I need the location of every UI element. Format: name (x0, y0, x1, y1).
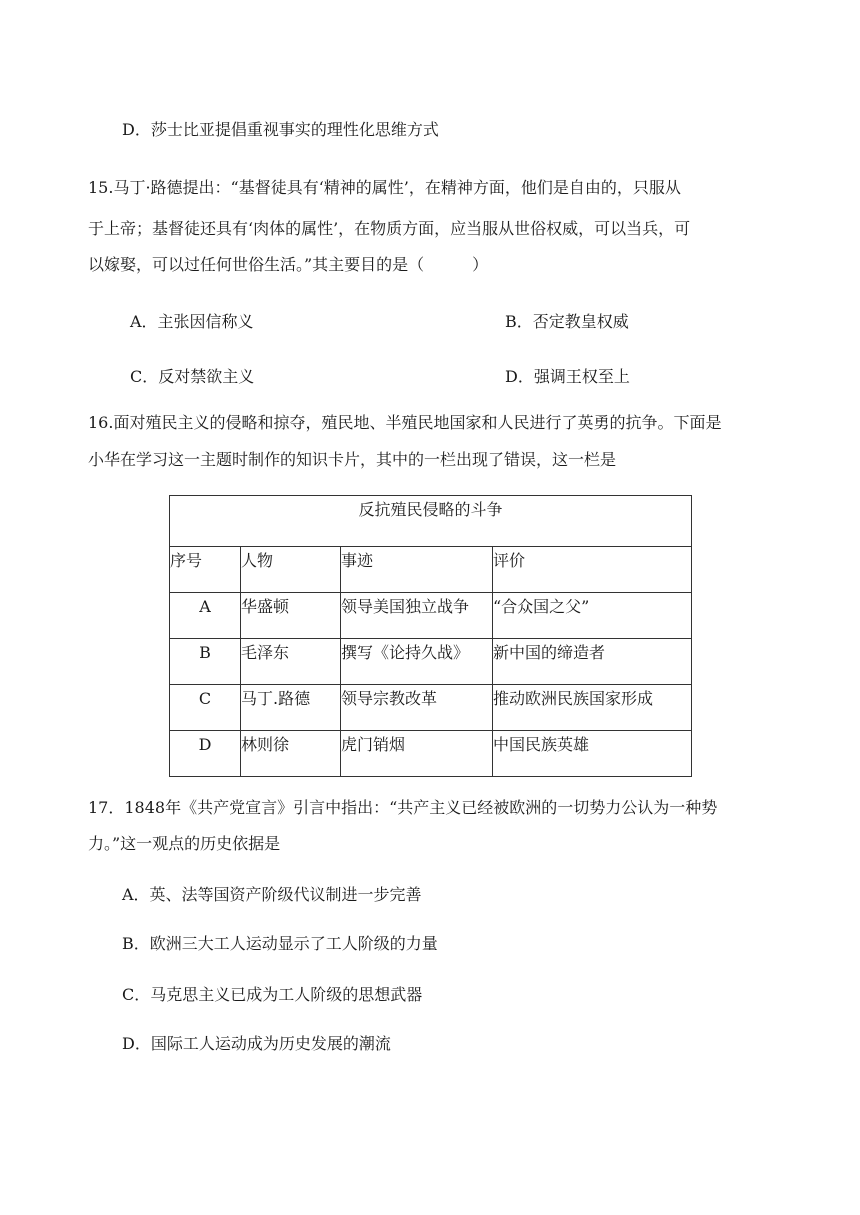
row-index: A (170, 593, 241, 639)
header-deed: 事迹 (341, 547, 493, 593)
row-index: B (170, 639, 241, 685)
row-evaluation: 新中国的缔造者 (493, 639, 692, 685)
row-deed: 撰写《论持久战》 (341, 639, 493, 685)
q17-stem-line-2: 力。”这一观点的历史依据是 (88, 834, 281, 853)
row-evaluation: 中国民族英雄 (493, 731, 692, 777)
table-row[interactable] (170, 639, 692, 685)
row-deed: 领导宗教改革 (341, 685, 493, 731)
q15-stem-line-1: 15.马丁·路德提出：“基督徒具有‘精神的属性’，在精神方面，他们是自由的，只服从 (88, 178, 681, 197)
q14-option-d[interactable]: D．莎士比亚提倡重视事实的理性化思维方式 (122, 120, 439, 139)
knowledge-card-table (169, 495, 692, 777)
row-index: C (170, 685, 241, 731)
row-index: D (170, 731, 241, 777)
header-evaluation: 评价 (493, 547, 692, 593)
row-person: 毛泽东 (241, 639, 341, 685)
q15-option-b[interactable]: B．否定教皇权威 (505, 312, 629, 331)
q16-stem-line-1: 16.面对殖民主义的侵略和掠夺，殖民地、半殖民地国家和人民进行了英勇的抗争。下面是 (88, 413, 722, 432)
row-person: 华盛顿 (241, 593, 341, 639)
row-evaluation: 推动欧洲民族国家形成 (493, 685, 692, 731)
q15-stem-line-3: 以嫁娶，可以过任何世俗生活。”其主要目的是（ ） (88, 255, 489, 274)
row-evaluation: “合众国之父” (493, 593, 692, 639)
q15-stem-line-2: 于上帝；基督徒还具有‘肉体的属性’，在物质方面，应当服从世俗权威，可以当兵，可 (88, 219, 691, 238)
row-deed: 虎门销烟 (341, 731, 493, 777)
q17-stem-line-1: 17．1848年《共产党宣言》引言中指出：“共产主义已经被欧洲的一切势力公认为一种势 (88, 798, 718, 817)
table-row[interactable] (170, 593, 692, 639)
q17-option-c[interactable]: C．马克思主义已成为工人阶级的思想武器 (122, 985, 423, 1004)
table-row[interactable] (170, 685, 692, 731)
table-header-row (170, 547, 692, 593)
q15-option-a[interactable]: A．主张因信称义 (130, 312, 254, 331)
header-index: 序号 (170, 547, 241, 593)
q15-option-d[interactable]: D．强调王权至上 (505, 367, 630, 386)
header-person: 人物 (241, 547, 341, 593)
row-deed: 领导美国独立战争 (341, 593, 493, 639)
table-title: 反抗殖民侵略的斗争 (170, 496, 692, 547)
q17-option-d[interactable]: D．国际工人运动成为历史发展的潮流 (122, 1034, 391, 1053)
q16-stem-line-2: 小华在学习这一主题时制作的知识卡片，其中的一栏出现了错误，这一栏是 (88, 450, 617, 469)
table-row[interactable] (170, 731, 692, 777)
row-person: 林则徐 (241, 731, 341, 777)
q17-option-a[interactable]: A．英、法等国资产阶级代议制进一步完善 (122, 885, 422, 904)
q17-option-b[interactable]: B．欧洲三大工人运动显示了工人阶级的力量 (122, 934, 438, 953)
row-person: 马丁.路德 (241, 685, 341, 731)
q15-option-c[interactable]: C．反对禁欲主义 (130, 367, 255, 386)
